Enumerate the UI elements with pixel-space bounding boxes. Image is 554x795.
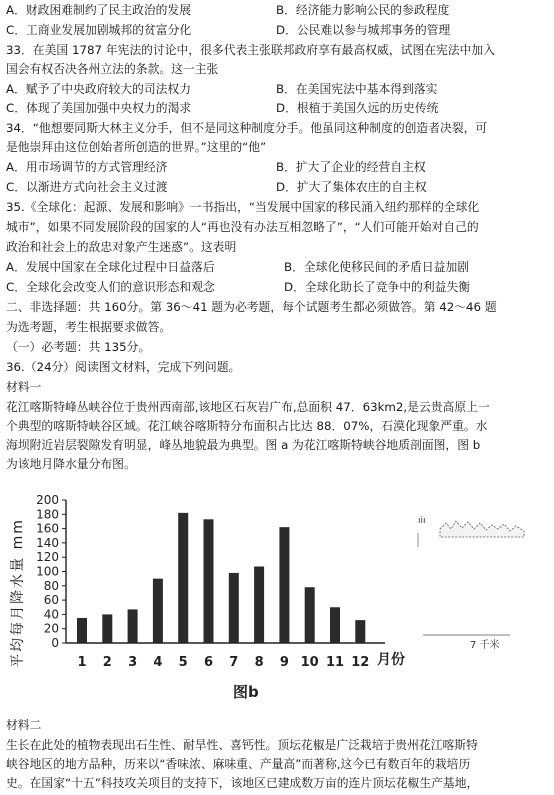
figure-a-fragment xyxy=(418,516,524,651)
q35-option-b: B．全球化使移民间的矛盾日益加剧 xyxy=(284,260,470,274)
q34-option-c: C．以渐进方式向社会主义过渡 xyxy=(6,180,168,194)
material2-heading: 材料二 xyxy=(6,718,42,732)
q36-heading: 36.（24分）阅读图文材料，完成下列问题。 xyxy=(6,360,241,374)
x-tick-label: 9 xyxy=(279,655,289,670)
material2-line-3: 史。在国家“十五”科技攻关项目的支持下，该地区已建成数万亩的连片顶坛花椒生产基地， xyxy=(6,776,479,790)
q34-stem-1: 34．“他想要同斯大林主义分手，但不是同这种制度分手。他虽同这种制度的创造者决裂，可 xyxy=(6,121,488,135)
bar-month-12 xyxy=(355,620,365,643)
x-tick-label: 6 xyxy=(203,655,214,670)
x-tick-label: 5 xyxy=(178,655,188,670)
x-axis-unit: 月份 xyxy=(377,652,405,668)
bar-month-11 xyxy=(330,607,340,643)
q32-option-a: A．财政困难制约了民主政治的发展 xyxy=(6,3,192,17)
q33-option-a: A．赋予了中央政府较大的司法权力 xyxy=(6,82,192,96)
bar-month-6 xyxy=(204,519,214,643)
y-tick-label: 200 xyxy=(36,493,59,507)
figure-a-label: ıiı xyxy=(418,516,426,526)
y-tick-label: 80 xyxy=(43,578,59,593)
figure-a-scale-label: 7 千米 xyxy=(470,640,500,651)
material1-line-4: 为该地月降水量分布图。 xyxy=(6,457,136,471)
material2-line-1: 生长在此处的植物表现出石生性、耐旱性、喜钙性。顶坛花椒是广泛栽培于贵州花江喀斯特 xyxy=(6,738,478,752)
bar-month-10 xyxy=(305,587,315,643)
section2-line-2: 为选考题，考生根据要求做答。 xyxy=(6,320,172,334)
x-tick-label: 1 xyxy=(77,655,87,670)
material2-line-2: 峡谷地区的地方品种，历来以“香味浓、麻味重、产量高”而著称,这今已有数百年的栽培历 xyxy=(6,757,471,771)
q34-stem-2: 是他崇拜由这位创始者所创造的世界。”这里的“他” xyxy=(6,140,267,154)
x-tick-label: 7 xyxy=(229,655,239,670)
y-tick-label: 140 xyxy=(36,535,59,550)
figure-caption: 图b xyxy=(233,683,259,701)
bar-month-9 xyxy=(279,527,289,643)
y-tick-label: 0 xyxy=(51,636,59,650)
y-tick-label: 40 xyxy=(43,607,59,622)
section2-subheading: （一）必考题：共 135分。 xyxy=(6,340,151,354)
q35-stem-1: 35.《全球化：起源、发展和影响》一书指出，“当发展中国家的移民涌入纽约那样的全球化 xyxy=(6,200,480,214)
q35-option-d: D．全球化助长了竞争中的利益失衡 xyxy=(284,280,471,294)
q34-option-b: B．扩大了企业的经营自主权 xyxy=(276,160,426,174)
q32-option-d: D．公民难以参与城邦事务的管理 xyxy=(276,23,451,37)
material1-heading: 材料一 xyxy=(6,380,42,394)
bar-month-4 xyxy=(153,579,163,643)
y-tick-label: 120 xyxy=(36,550,59,565)
y-tick-label: 100 xyxy=(36,564,59,579)
q32-option-c: C．工商业发展加剧城邦的贫富分化 xyxy=(6,23,192,37)
q33-stem-2: 国会有权否决各州立法的条款。这一主张 xyxy=(6,62,219,76)
q33-option-b: B．在美国宪法中基本得到落实 xyxy=(276,82,438,96)
q35-option-c: C．全球化会改变人们的意识形态和观念 xyxy=(6,280,215,294)
q32-option-b: B．经济能力影响公民的参政程度 xyxy=(276,3,450,17)
material1-line-2: 个典型的喀斯特峡谷区域。花江峡谷喀斯特分布面积占比达 88．07%，石漠化现象严重。水 xyxy=(6,419,488,433)
section2-line-1: 二、非选择题：共 160分。第 36～41 题为必考题，每个试题考生都必须做答。第 42～46 题 xyxy=(6,300,497,314)
bar-month-7 xyxy=(229,573,239,643)
bar-month-1 xyxy=(77,618,87,643)
x-tick-label: 4 xyxy=(153,655,163,670)
x-tick-label: 11 xyxy=(325,655,345,670)
q35-stem-3: 政治和社会上的敌忠对象产生迷惑”。这表明 xyxy=(6,240,237,254)
x-tick-label: 12 xyxy=(351,655,370,670)
material1-line-1: 花江喀斯特峰丛峡谷位于贵州西南部,该地区石灰岩广布,总面积 47．63km2,是云贵高原上一 xyxy=(6,400,490,414)
bar-month-3 xyxy=(128,609,138,643)
bar-month-5 xyxy=(178,513,188,643)
q33-stem-1: 33．在美国 1787 年宪法的讨论中，很多代表主张联邦政府享有最高权威，试图在宪法中加入 xyxy=(6,43,496,57)
x-tick-label: 3 xyxy=(128,655,138,670)
y-tick-label: 20 xyxy=(43,621,59,636)
x-tick-label: 8 xyxy=(254,655,264,670)
y-tick-label: 60 xyxy=(43,593,59,608)
q34-option-d: D．扩大了集体农庄的自主权 xyxy=(276,180,427,194)
precipitation-bar-chart xyxy=(0,485,554,710)
q35-option-a: A．发展中国家在全球化过程中日益落后 xyxy=(6,260,215,274)
y-tick-label: 160 xyxy=(36,521,59,536)
x-tick-label: 10 xyxy=(300,655,319,670)
q33-option-c: C．体现了美国加强中央权力的渴求 xyxy=(6,101,192,115)
bar-month-2 xyxy=(102,614,112,643)
x-tick-label: 2 xyxy=(102,655,112,670)
y-axis-label: 平均每月降水量 mm xyxy=(10,518,26,668)
y-tick-label: 180 xyxy=(36,507,59,522)
material1-line-3: 海坝附近岩层裂隙发育明显，峰丛地貌最为典型。图 a 为花江喀斯特峡谷地质剖面图，图 b xyxy=(6,438,481,452)
q33-option-d: D．根植于美国久远的历史传统 xyxy=(276,101,439,115)
q35-stem-2: 城市”，如果不同发展阶段的国家的人“再也没有办法互相忽略了”，“人们可能开始对自己的 xyxy=(6,220,479,234)
bar-month-8 xyxy=(254,566,264,643)
q34-option-a: A．用市场调节的方式管理经济 xyxy=(6,160,168,174)
